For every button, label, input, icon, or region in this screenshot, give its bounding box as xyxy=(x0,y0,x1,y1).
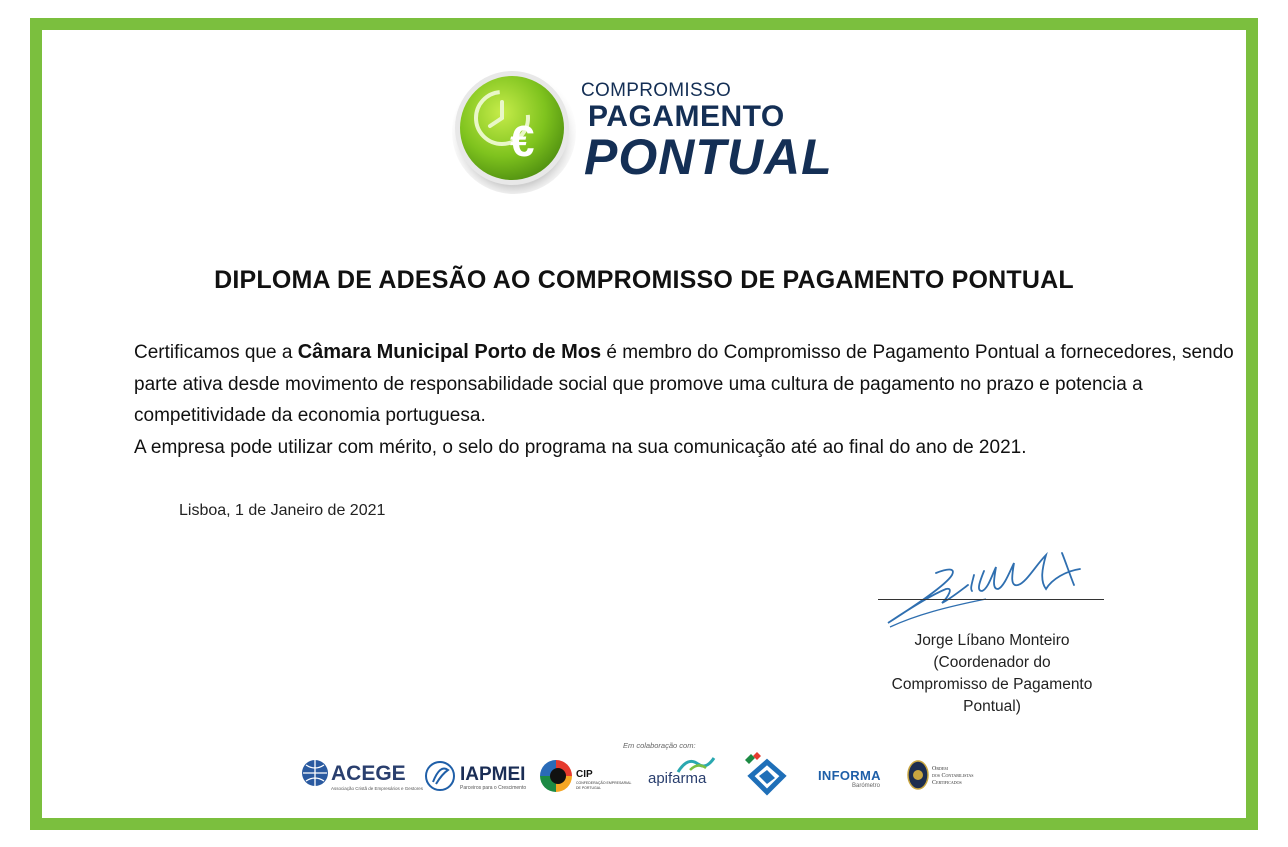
informa-name: INFORMA xyxy=(818,768,881,783)
cip-logo xyxy=(538,752,632,798)
seal-icon xyxy=(907,760,929,790)
entity-name: Câmara Municipal Porto de Mos xyxy=(297,341,602,363)
body-rest: é membro do Compromisso de Pagamento Pontual a fornecedores, sendo parte ativa desde movimento de responsabilidade social que promove uma cultura de pagamento no prazo e potencia a competitividade da economia portuguesa. xyxy=(134,342,1234,426)
handwritten-signature xyxy=(876,545,1108,630)
collaboration-label: Em colaboração com: xyxy=(623,741,696,750)
program-logo xyxy=(452,66,852,196)
globe-icon xyxy=(301,759,329,787)
swirl-icon xyxy=(424,760,456,792)
informa-subtitle: Barómetro xyxy=(852,783,881,789)
body-intro: Certificamos que a xyxy=(134,342,298,363)
signature-line xyxy=(878,599,1104,600)
partner-logos xyxy=(298,752,998,798)
iapmei-logo xyxy=(424,752,528,798)
acege-subtitle: Associação Cristã de Empresários e Gestores xyxy=(331,786,424,791)
iapmei-subtitle: Parceiros para o Crescimento xyxy=(460,785,527,791)
occ-line2: dos Contabilistas xyxy=(932,773,974,779)
diploma-title: DIPLOMA DE ADESÃO AO COMPROMISSO DE PAGAMENTO PONTUAL xyxy=(214,266,1074,294)
apifarma-name: apifarma xyxy=(648,770,707,787)
cip-name: CIP xyxy=(576,769,593,780)
logo-line3: PONTUAL xyxy=(584,129,833,185)
cip-subtitle: CONFEDERAÇÃO EMPRESARIAL DE PORTUGAL xyxy=(576,781,632,790)
signer-name: Jorge Líbano Monteiro xyxy=(914,632,1070,649)
acege-logo xyxy=(298,752,424,798)
apifarma-logo xyxy=(648,752,728,798)
certificate-body xyxy=(134,337,1244,463)
logo-line2: PAGAMENTO xyxy=(588,100,785,133)
occ-line1: Ordem xyxy=(932,766,948,772)
signer-block xyxy=(874,630,1110,718)
iapmei-name: IAPMEI xyxy=(460,764,526,785)
acege-name: ACEGE xyxy=(331,762,406,785)
svg-text:€: € xyxy=(510,117,535,166)
signer-role: (Coordenador do Compromisso de Pagamento Pontual) xyxy=(891,654,1093,715)
security-shield-logo xyxy=(741,752,791,798)
place-date: Lisboa, 1 de Janeiro de 2021 xyxy=(179,502,386,519)
logo-line1: COMPROMISSO xyxy=(581,80,732,101)
occ-logo xyxy=(905,752,1000,798)
clock-euro-icon xyxy=(452,66,582,196)
shield-icon xyxy=(741,752,791,798)
body-line2: A empresa pode utilizar com mérito, o selo do programa na sua comunicação até ao final do ano de 2021. xyxy=(134,436,1027,458)
cip-circle-icon xyxy=(538,758,574,794)
informa-logo xyxy=(818,752,888,798)
occ-line3: Certificados xyxy=(932,780,962,786)
